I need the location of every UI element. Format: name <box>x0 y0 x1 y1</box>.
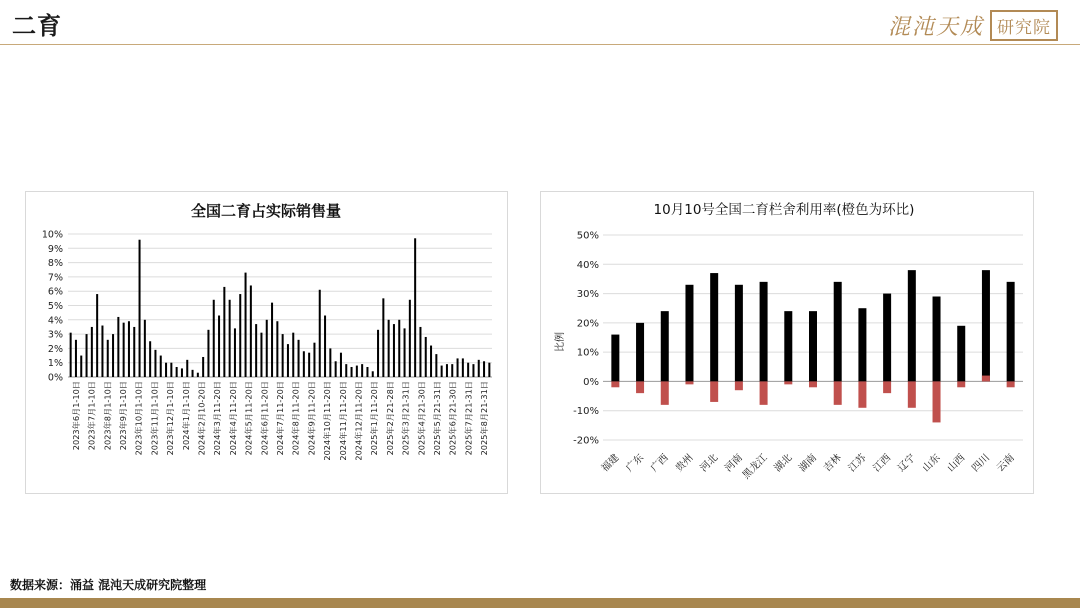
bar <box>149 341 151 377</box>
bar <box>276 321 278 377</box>
x-tick-label: 2024年3月11-20日 <box>212 381 223 456</box>
bar <box>117 317 119 377</box>
x-tick-label: 四川 <box>970 452 993 475</box>
y-tick-label: 9% <box>47 243 63 255</box>
bar <box>75 340 77 377</box>
x-tick-label: 2023年9月1-10日 <box>117 381 128 451</box>
chart-title: 10月10号全国二育栏舍利用率(橙色为环比) <box>653 202 915 218</box>
bar <box>393 324 395 377</box>
bar-utilization <box>760 282 768 382</box>
bar-change <box>933 381 941 422</box>
y-tick-label: 0% <box>583 376 599 388</box>
bar <box>107 340 109 377</box>
brand-logo <box>888 10 1058 41</box>
bar <box>335 361 337 377</box>
bar <box>404 328 406 377</box>
bar <box>329 348 331 377</box>
bar <box>213 300 215 377</box>
bar <box>430 346 432 377</box>
bar <box>80 356 82 377</box>
y-tick-label: 2% <box>47 343 63 355</box>
bar-change <box>809 381 817 387</box>
x-tick-label: 2024年7月11-20日 <box>275 381 285 456</box>
bar <box>483 361 485 377</box>
y-tick-label: 40% <box>576 259 599 271</box>
y-tick-label: 10% <box>41 229 63 241</box>
bar <box>101 326 103 377</box>
x-tick-label: 2024年5月11-20日 <box>243 381 254 456</box>
y-tick-label: 4% <box>47 315 63 327</box>
bar <box>340 353 342 377</box>
x-tick-label: 2025年4月21-30日 <box>416 381 427 456</box>
bar <box>70 333 72 377</box>
bar <box>472 364 474 377</box>
footer-bar <box>0 598 1080 608</box>
bar <box>292 333 294 377</box>
bar <box>467 363 469 377</box>
x-tick-label: 福建 <box>599 452 622 475</box>
x-tick-label: 2024年9月11-20日 <box>306 381 317 456</box>
x-tick-label: 2023年10月1-10日 <box>133 381 144 456</box>
y-tick-label: 3% <box>47 329 63 341</box>
x-tick-label: 广西 <box>648 452 671 475</box>
bar <box>197 373 199 377</box>
chart-panel-left <box>25 191 508 494</box>
bar-utilization <box>883 294 891 382</box>
x-tick-label: 山西 <box>945 452 968 475</box>
bar <box>181 368 183 377</box>
x-tick-label: 黑龙江 <box>740 452 770 482</box>
bar-utilization <box>661 311 669 381</box>
x-tick-label: 江西 <box>871 452 894 475</box>
bar <box>478 360 480 377</box>
bar <box>165 363 167 377</box>
bar-change <box>611 381 619 387</box>
bar <box>425 337 427 377</box>
bar-utilization <box>735 285 743 382</box>
x-tick-label: 辽宁 <box>896 452 918 475</box>
bar <box>457 358 459 377</box>
y-tick-label: 0% <box>47 372 63 384</box>
bar <box>462 358 464 377</box>
x-tick-label: 2024年4月11-20日 <box>227 381 238 456</box>
bar <box>207 330 209 377</box>
bar <box>388 320 390 377</box>
y-tick-label: 20% <box>576 318 599 330</box>
bar <box>282 334 284 377</box>
bar <box>91 327 93 377</box>
bar-utilization <box>1007 282 1015 382</box>
bar <box>351 367 353 377</box>
bar <box>154 350 156 377</box>
x-tick-label: 广东 <box>624 452 647 475</box>
bar-utilization <box>933 297 941 382</box>
bar-utilization <box>809 311 817 381</box>
bar <box>324 316 326 377</box>
y-tick-label: -10% <box>573 406 599 418</box>
bar <box>255 324 257 377</box>
y-tick-label: 10% <box>576 347 599 359</box>
bar <box>123 323 125 377</box>
bar <box>250 285 252 377</box>
bar <box>139 240 141 377</box>
brand-box-label: 研究院 <box>990 10 1058 41</box>
bar-utilization <box>611 335 619 382</box>
bar-change <box>883 381 891 393</box>
x-tick-label: 河南 <box>723 452 746 475</box>
bar <box>414 238 416 377</box>
bar <box>372 371 374 377</box>
bar <box>144 320 146 377</box>
bar-change <box>957 381 965 387</box>
bar <box>112 334 114 377</box>
bar <box>218 316 220 377</box>
bar <box>160 356 162 377</box>
y-tick-label: 5% <box>47 301 63 312</box>
bar <box>366 367 368 377</box>
bar-change <box>784 381 792 384</box>
bar-change <box>661 381 669 404</box>
x-tick-label: 2023年6月1-10日 <box>70 381 81 451</box>
chart-pen-utilization <box>541 192 1033 493</box>
bar <box>96 294 98 377</box>
bar <box>382 298 384 377</box>
x-tick-label: 2023年11月1-10日 <box>149 381 160 456</box>
bar <box>298 340 300 377</box>
x-tick-label: 云南 <box>994 452 1017 475</box>
bar-change <box>760 381 768 404</box>
x-tick-label: 2025年6月21-30日 <box>447 381 458 456</box>
chart-title: 全国二育占实际销售量 <box>190 202 342 220</box>
bar <box>260 333 262 377</box>
bar <box>398 320 400 377</box>
bar <box>319 290 321 377</box>
x-tick-label: 2023年8月1-10日 <box>102 381 113 451</box>
bar <box>245 273 247 377</box>
bar <box>377 330 379 377</box>
x-tick-label: 贵州 <box>673 452 696 475</box>
header-divider <box>0 44 1080 45</box>
bar <box>303 351 305 377</box>
x-tick-label: 2025年2月21-28日 <box>384 381 395 456</box>
x-tick-label: 江苏 <box>846 452 869 475</box>
x-tick-label: 2023年7月1-10日 <box>86 381 97 451</box>
x-tick-label: 2025年1月11-20日 <box>369 381 380 456</box>
bar <box>441 366 443 377</box>
x-tick-label: 2024年6月11-20日 <box>259 381 270 456</box>
x-tick-label: 2025年3月21-31日 <box>400 381 411 456</box>
x-tick-label: 2025年8月21-31日 <box>479 381 490 456</box>
x-tick-label: 2024年10月11-20日 <box>322 381 333 461</box>
brand-name: 混沌天成 <box>887 15 984 40</box>
y-tick-label: 7% <box>47 272 63 284</box>
y-tick-label: 30% <box>576 289 599 301</box>
x-tick-label: 河北 <box>698 452 721 475</box>
x-tick-label: 2024年1月1-10日 <box>180 381 191 451</box>
bar <box>133 327 135 377</box>
x-tick-label: 2024年12月11-20日 <box>353 381 364 461</box>
bar-change <box>858 381 866 407</box>
bar <box>234 328 236 377</box>
bar <box>202 357 204 377</box>
x-tick-label: 吉林 <box>821 452 844 475</box>
bar <box>229 300 231 377</box>
bar <box>345 364 347 377</box>
chart-sales-share <box>26 192 507 493</box>
x-tick-label: 2025年7月21-31日 <box>463 381 474 456</box>
bar-utilization <box>685 285 693 382</box>
x-tick-label: 2023年12月1-10日 <box>165 381 176 456</box>
bar-utilization <box>982 270 990 381</box>
x-tick-label: 2024年2月10-20日 <box>196 381 207 456</box>
bar <box>192 370 194 377</box>
bar <box>266 320 268 377</box>
bar <box>170 363 172 377</box>
bar-change <box>834 381 842 404</box>
bar-utilization <box>834 282 842 382</box>
bar <box>186 360 188 377</box>
bar <box>86 334 88 377</box>
bar <box>239 294 241 377</box>
y-tick-label: -20% <box>573 435 599 447</box>
x-tick-label: 湖北 <box>772 452 795 475</box>
bar <box>361 364 363 377</box>
bar <box>356 366 358 377</box>
bar-change <box>685 381 693 384</box>
x-tick-label: 2025年5月21-31日 <box>432 381 443 456</box>
bar <box>176 367 178 377</box>
bar <box>419 327 421 377</box>
bar-change <box>1007 381 1015 387</box>
bar <box>128 321 130 377</box>
x-tick-label: 2024年11月11-20日 <box>337 381 348 461</box>
bar-utilization <box>908 270 916 381</box>
page-title: 二育 <box>12 11 62 40</box>
bar-utilization <box>710 273 718 381</box>
bar <box>451 364 453 377</box>
bar <box>287 344 289 377</box>
bar-utilization <box>636 323 644 382</box>
bar <box>409 300 411 377</box>
y-tick-label: 1% <box>47 358 63 370</box>
chart-panel-right <box>540 191 1034 494</box>
bar <box>446 364 448 377</box>
x-tick-label: 山东 <box>920 452 943 475</box>
y-tick-label: 6% <box>47 286 63 298</box>
y-tick-label: 8% <box>47 258 63 270</box>
bar-change <box>636 381 644 393</box>
bar-change <box>710 381 718 402</box>
bar <box>308 353 310 377</box>
x-tick-label: 湖南 <box>797 452 820 475</box>
bar <box>313 343 315 377</box>
bar-change <box>908 381 916 407</box>
y-tick-label: 50% <box>576 230 599 242</box>
y-axis-label: 比例 <box>555 332 566 352</box>
x-tick-label: 2024年8月11-20日 <box>290 381 301 456</box>
bar-utilization <box>784 311 792 381</box>
data-source-note: 数据来源：涌益 混沌天成研究院整理 <box>10 578 207 592</box>
bar-utilization <box>957 326 965 382</box>
bar <box>223 287 225 377</box>
bar <box>488 363 490 377</box>
bar-utilization <box>858 308 866 381</box>
bar-change <box>982 376 990 382</box>
bar-change <box>735 381 743 390</box>
bar <box>435 354 437 377</box>
bar <box>271 303 273 377</box>
